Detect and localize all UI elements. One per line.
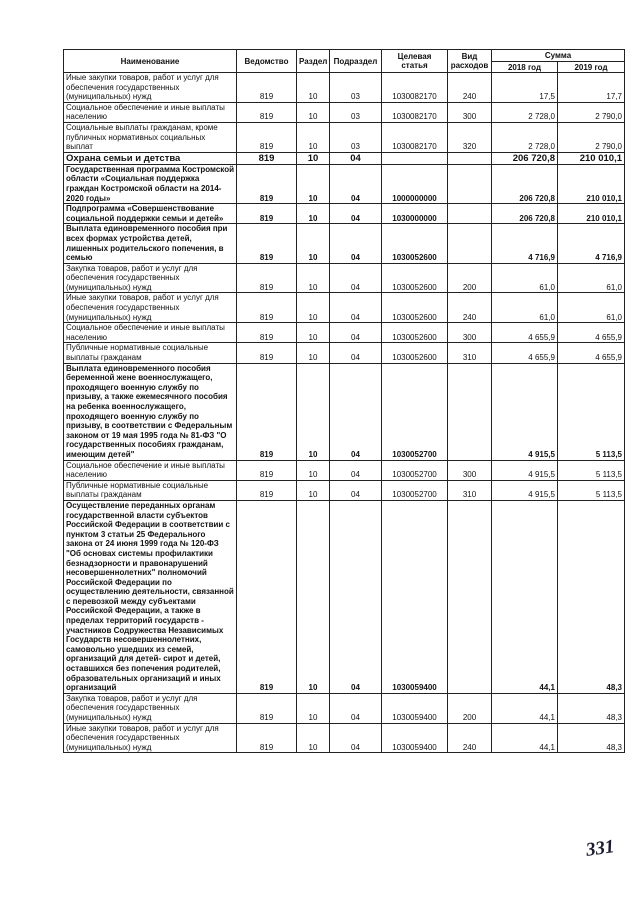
cell-vr: 200 (448, 693, 492, 723)
cell-dept: 819 (237, 693, 297, 723)
cell-y2018: 4 915,5 (492, 480, 558, 500)
cell-vr: 240 (448, 293, 492, 323)
cell-dept: 819 (237, 723, 297, 753)
table-row (64, 164, 625, 203)
cell-sec: 10 (297, 122, 330, 152)
cell-name: Закупка товаров, работ и услуг для обеспечения государственных (муниципальных) нужд (64, 263, 237, 293)
cell-art: 1030082170 (382, 73, 448, 103)
cell-art: 1030052600 (382, 343, 448, 363)
table-row (64, 73, 625, 103)
cell-name: Осуществление переданных органам государственной власти субъектов Российской Федерации в соответствии с пунктом 3 статьи 25 Федерального закона от 24 июня 1999 года № 120-ФЗ "Об основах системы профилактики безнадзорности и правонарушений несовершеннолетних" полномочий Российской Федерации по осуществлению деятельности, связанной с перевозкой между субъектами Российской Федерации, а также в пределах территорий государств - участников Содружества Независимых Государств несовершеннолетних, самовольно ушедших из семей, организаций для детей- сирот и детей, оставшихся без попечения родителей, образовательных организаций и иных организаций (64, 500, 237, 693)
cell-vr (448, 152, 492, 164)
table-row (64, 363, 625, 460)
cell-y2018: 4 655,9 (492, 323, 558, 343)
cell-sec: 10 (297, 102, 330, 122)
cell-y2019: 210 010,1 (558, 204, 625, 224)
cell-y2019: 210 010,1 (558, 164, 625, 203)
cell-sec: 10 (297, 343, 330, 363)
cell-art: 1030059400 (382, 693, 448, 723)
cell-y2019: 48,3 (558, 500, 625, 693)
table-row (64, 293, 625, 323)
cell-sec: 10 (297, 460, 330, 480)
cell-art: 1030052700 (382, 460, 448, 480)
cell-y2019: 5 113,5 (558, 460, 625, 480)
cell-dept: 819 (237, 73, 297, 103)
cell-sub: 04 (330, 500, 382, 693)
table-row (64, 343, 625, 363)
cell-y2018: 2 728,0 (492, 122, 558, 152)
cell-vr: 240 (448, 73, 492, 103)
cell-y2018: 17,5 (492, 73, 558, 103)
cell-sub: 04 (330, 723, 382, 753)
col-header-exptype: Вид расходов (448, 50, 492, 73)
cell-y2018: 4 716,9 (492, 224, 558, 263)
cell-y2018: 61,0 (492, 293, 558, 323)
cell-y2018: 206 720,8 (492, 152, 558, 164)
cell-y2019: 2 790,0 (558, 122, 625, 152)
cell-sub: 04 (330, 363, 382, 460)
cell-vr (448, 164, 492, 203)
cell-y2018: 61,0 (492, 263, 558, 293)
cell-y2019: 4 716,9 (558, 224, 625, 263)
cell-dept: 819 (237, 343, 297, 363)
cell-sec: 10 (297, 164, 330, 203)
cell-name: Социальное обеспечение и иные выплаты населению (64, 102, 237, 122)
cell-y2018: 2 728,0 (492, 102, 558, 122)
cell-sub: 04 (330, 164, 382, 203)
cell-name: Охрана семьи и детства (64, 152, 237, 164)
cell-sub: 04 (330, 343, 382, 363)
cell-dept: 819 (237, 263, 297, 293)
cell-vr (448, 500, 492, 693)
table-row (64, 102, 625, 122)
cell-y2019: 17,7 (558, 73, 625, 103)
cell-vr: 320 (448, 122, 492, 152)
col-header-2018: 2018 год (492, 62, 558, 73)
cell-sub: 04 (330, 693, 382, 723)
cell-name: Социальное обеспечение и иные выплаты населению (64, 460, 237, 480)
cell-y2018: 44,1 (492, 693, 558, 723)
cell-art: 1000000000 (382, 164, 448, 203)
col-header-dept: Ведомство (237, 50, 297, 73)
cell-dept: 819 (237, 102, 297, 122)
table-row (64, 152, 625, 164)
cell-y2018: 206 720,8 (492, 164, 558, 203)
cell-y2018: 4 915,5 (492, 460, 558, 480)
cell-sec: 10 (297, 693, 330, 723)
cell-dept: 819 (237, 152, 297, 164)
cell-sub: 04 (330, 480, 382, 500)
cell-dept: 819 (237, 480, 297, 500)
cell-sub: 04 (330, 323, 382, 343)
cell-y2019: 48,3 (558, 723, 625, 753)
cell-name: Публичные нормативные социальные выплаты гражданам (64, 480, 237, 500)
cell-name: Подпрограмма «Совершенствование социальной поддержки семьи и детей» (64, 204, 237, 224)
table-row (64, 480, 625, 500)
cell-name: Публичные нормативные социальные выплаты гражданам (64, 343, 237, 363)
cell-y2019: 61,0 (558, 293, 625, 323)
cell-sec: 10 (297, 363, 330, 460)
cell-dept: 819 (237, 164, 297, 203)
cell-name: Государственная программа Костромской области «Социальная поддержка граждан Костромской области на 2014-2020 годы» (64, 164, 237, 203)
cell-vr: 300 (448, 460, 492, 480)
cell-dept: 819 (237, 224, 297, 263)
cell-y2019: 4 655,9 (558, 343, 625, 363)
budget-table (63, 49, 625, 753)
cell-art: 1030052700 (382, 480, 448, 500)
cell-dept: 819 (237, 323, 297, 343)
cell-dept: 819 (237, 363, 297, 460)
cell-y2019: 5 113,5 (558, 363, 625, 460)
cell-dept: 819 (237, 122, 297, 152)
cell-sub: 04 (330, 152, 382, 164)
cell-y2018: 44,1 (492, 723, 558, 753)
cell-sec: 10 (297, 480, 330, 500)
cell-y2018: 44,1 (492, 500, 558, 693)
col-header-section: Раздел (297, 50, 330, 73)
cell-sub: 04 (330, 224, 382, 263)
table-row (64, 122, 625, 152)
col-header-name: Наименование (64, 50, 237, 73)
table-row (64, 460, 625, 480)
cell-vr: 310 (448, 343, 492, 363)
cell-sec: 10 (297, 224, 330, 263)
cell-vr: 200 (448, 263, 492, 293)
cell-sub: 04 (330, 460, 382, 480)
col-header-subsection: Подраздел (330, 50, 382, 73)
cell-dept: 819 (237, 500, 297, 693)
table-row (64, 204, 625, 224)
cell-art: 1030052600 (382, 263, 448, 293)
cell-name: Иные закупки товаров, работ и услуг для обеспечения государственных (муниципальных) нужд (64, 293, 237, 323)
cell-sub: 03 (330, 122, 382, 152)
cell-art: 1030082170 (382, 122, 448, 152)
col-header-article: Целевая статья (382, 50, 448, 73)
cell-art: 1030052700 (382, 363, 448, 460)
cell-sec: 10 (297, 500, 330, 693)
cell-art: 1030052600 (382, 224, 448, 263)
page-number: 331 (584, 836, 616, 861)
table-row (64, 693, 625, 723)
cell-dept: 819 (237, 204, 297, 224)
cell-art (382, 152, 448, 164)
cell-dept: 819 (237, 293, 297, 323)
table-row (64, 224, 625, 263)
cell-sec: 10 (297, 73, 330, 103)
cell-y2019: 5 113,5 (558, 480, 625, 500)
table-row (64, 500, 625, 693)
cell-sec: 10 (297, 723, 330, 753)
table-row (64, 323, 625, 343)
cell-art: 1030082170 (382, 102, 448, 122)
cell-name: Закупка товаров, работ и услуг для обеспечения государственных (муниципальных) нужд (64, 693, 237, 723)
cell-y2019: 61,0 (558, 263, 625, 293)
cell-sec: 10 (297, 204, 330, 224)
cell-vr: 310 (448, 480, 492, 500)
cell-art: 1030052600 (382, 293, 448, 323)
cell-sub: 04 (330, 263, 382, 293)
cell-y2019: 210 010,1 (558, 152, 625, 164)
cell-name: Выплата единовременного пособия при всех формах устройства детей, лишенных родительского попечения, в семью (64, 224, 237, 263)
cell-name: Иные закупки товаров, работ и услуг для обеспечения государственных (муниципальных) нужд (64, 723, 237, 753)
cell-y2018: 4 655,9 (492, 343, 558, 363)
table-row (64, 263, 625, 293)
cell-sub: 04 (330, 204, 382, 224)
cell-vr (448, 204, 492, 224)
cell-vr (448, 224, 492, 263)
cell-sec: 10 (297, 323, 330, 343)
cell-art: 1030059400 (382, 500, 448, 693)
cell-y2018: 4 915,5 (492, 363, 558, 460)
col-header-sum: Сумма (492, 50, 625, 62)
cell-art: 1030000000 (382, 204, 448, 224)
cell-name: Выплата единовременного пособия беременной жене военнослужащего, проходящего военную службу по призыву, а также ежемесячного пособия на ребенка военнослужащего, проходящего военную службу по призыву, в соответствии с Федеральным законом от 19 мая 1995 года № 81-ФЗ "О государственных пособиях гражданам, имеющим детей" (64, 363, 237, 460)
cell-sub: 03 (330, 73, 382, 103)
cell-vr: 300 (448, 102, 492, 122)
cell-y2018: 206 720,8 (492, 204, 558, 224)
table-row (64, 723, 625, 753)
cell-vr (448, 363, 492, 460)
cell-sec: 10 (297, 263, 330, 293)
table-body (64, 73, 625, 753)
cell-name: Иные закупки товаров, работ и услуг для обеспечения государственных (муниципальных) нужд (64, 73, 237, 103)
cell-dept: 819 (237, 460, 297, 480)
cell-name: Социальные выплаты гражданам, кроме публичных нормативных социальных выплат (64, 122, 237, 152)
col-header-2019: 2019 год (558, 62, 625, 73)
cell-sub: 03 (330, 102, 382, 122)
cell-sub: 04 (330, 293, 382, 323)
cell-y2019: 4 655,9 (558, 323, 625, 343)
cell-vr: 300 (448, 323, 492, 343)
cell-art: 1030052600 (382, 323, 448, 343)
cell-sec: 10 (297, 152, 330, 164)
cell-y2019: 48,3 (558, 693, 625, 723)
cell-sec: 10 (297, 293, 330, 323)
cell-name: Социальное обеспечение и иные выплаты населению (64, 323, 237, 343)
cell-y2019: 2 790,0 (558, 102, 625, 122)
cell-vr: 240 (448, 723, 492, 753)
cell-art: 1030059400 (382, 723, 448, 753)
